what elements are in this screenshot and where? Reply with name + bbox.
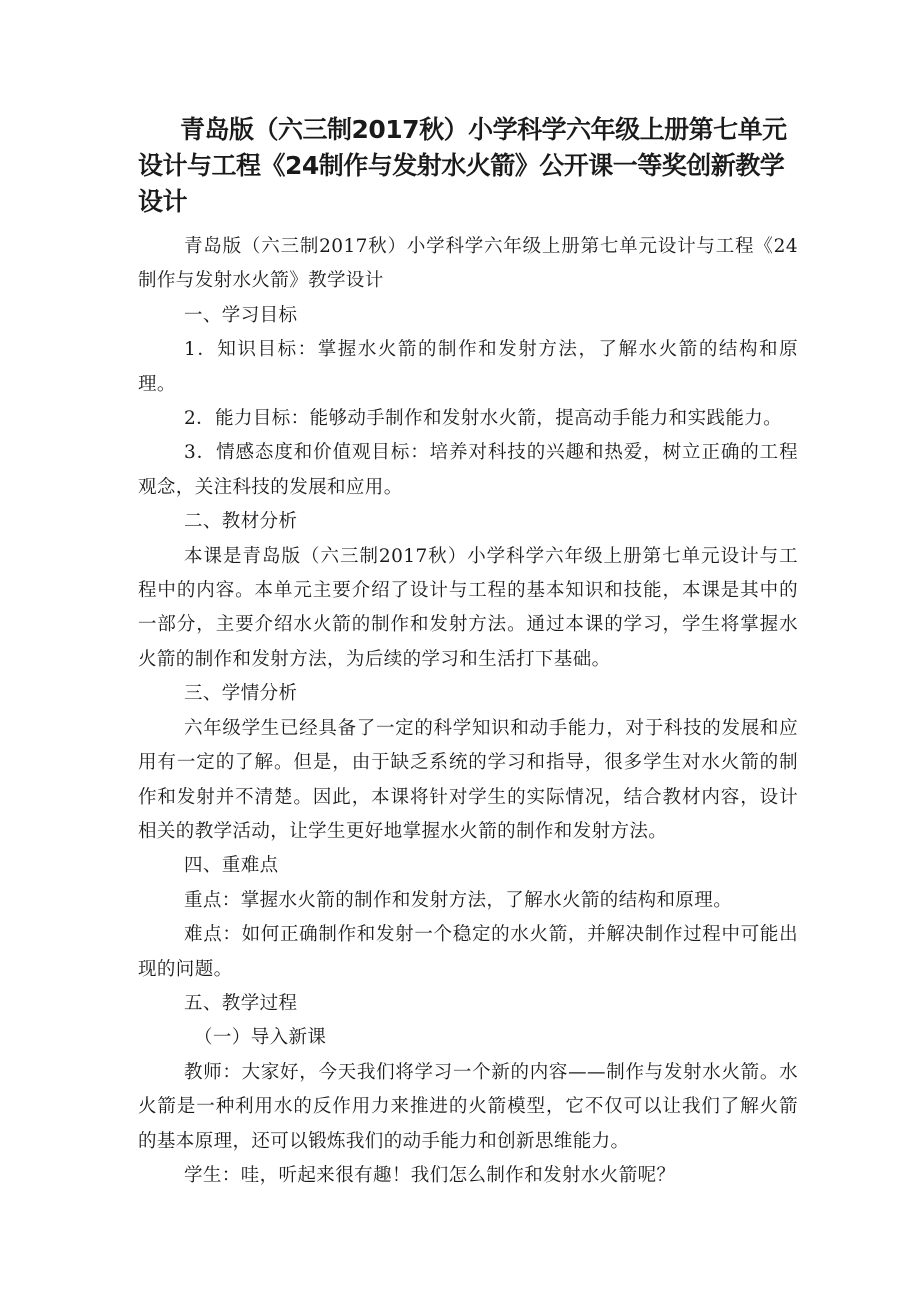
section-heading-material-analysis: 二、教材分析 [184, 511, 298, 533]
document-page [138, 112, 798, 1193]
section-heading-learning-goals: 一、学习目标 [184, 304, 298, 326]
student-dialogue: 学生：哇，听起来很有趣！我们怎么制作和发射水火箭呢？ [184, 1164, 676, 1186]
material-analysis-text: 本课是青岛版（六三制2017秋）小学科学六年级上册第七单元设计与工程中的内容。本单元主要介绍了设计与工程的基本知识和技能，本课是其中的一部分，主要介绍水火箭的制作和发射方法。通过本课的学习，学生将掌握水火箭的制作和发射方法，为后续的学习和生活打下基础。 [138, 545, 798, 670]
key-point-text: 重点：掌握水火箭的制作和发射方法，了解水火箭的结构和原理。 [184, 889, 733, 911]
student-analysis-text: 六年级学生已经具备了一定的科学知识和动手能力，对于科技的发展和应用有一定的了解。但是，由于缺乏系统的学习和指导，很多学生对水火箭的制作和发射并不清楚。因此，本课将针对学生的实际情况，结合教材内容，设计相关的教学活动，让学生更好地掌握水火箭的制作和发射方法。 [138, 717, 798, 842]
difficulty-text: 难点：如何正确制作和发射一个稳定的水火箭，并解决制作过程中可能出现的问题。 [138, 924, 798, 980]
document-title: 青岛版（六三制2017秋）小学科学六年级上册第七单元设计与工程《24制作与发射水火箭》公开课一等奖创新教学设计 [138, 115, 787, 216]
goal-item-attitude: 3．情感态度和价值观目标：培养对科技的兴趣和热爱，树立正确的工程观念，关注科技的发展和应用。 [138, 442, 798, 498]
teacher-dialogue: 教师：大家好，今天我们将学习一个新的内容——制作与发射水火箭。水火箭是一种利用水的反作用力来推进的火箭模型，它不仅可以让我们了解火箭的基本原理，还可以锻炼我们的动手能力和创新思维能力。 [138, 1061, 798, 1152]
section-heading-student-analysis: 三、学情分析 [184, 683, 298, 705]
subsection-heading-introduction: （一）导入新课 [194, 1027, 327, 1049]
goal-item-knowledge: 1．知识目标：掌握水火箭的制作和发射方法，了解水火箭的结构和原理。 [138, 339, 798, 395]
goal-item-ability: 2．能力目标：能够动手制作和发射水火箭，提高动手能力和实践能力。 [184, 408, 783, 430]
section-heading-key-points: 四、重难点 [184, 855, 279, 877]
section-heading-teaching-process: 五、教学过程 [184, 992, 298, 1014]
intro-paragraph: 青岛版（六三制2017秋）小学科学六年级上册第七单元设计与工程《24制作与发射水火箭》教学设计 [138, 236, 798, 292]
